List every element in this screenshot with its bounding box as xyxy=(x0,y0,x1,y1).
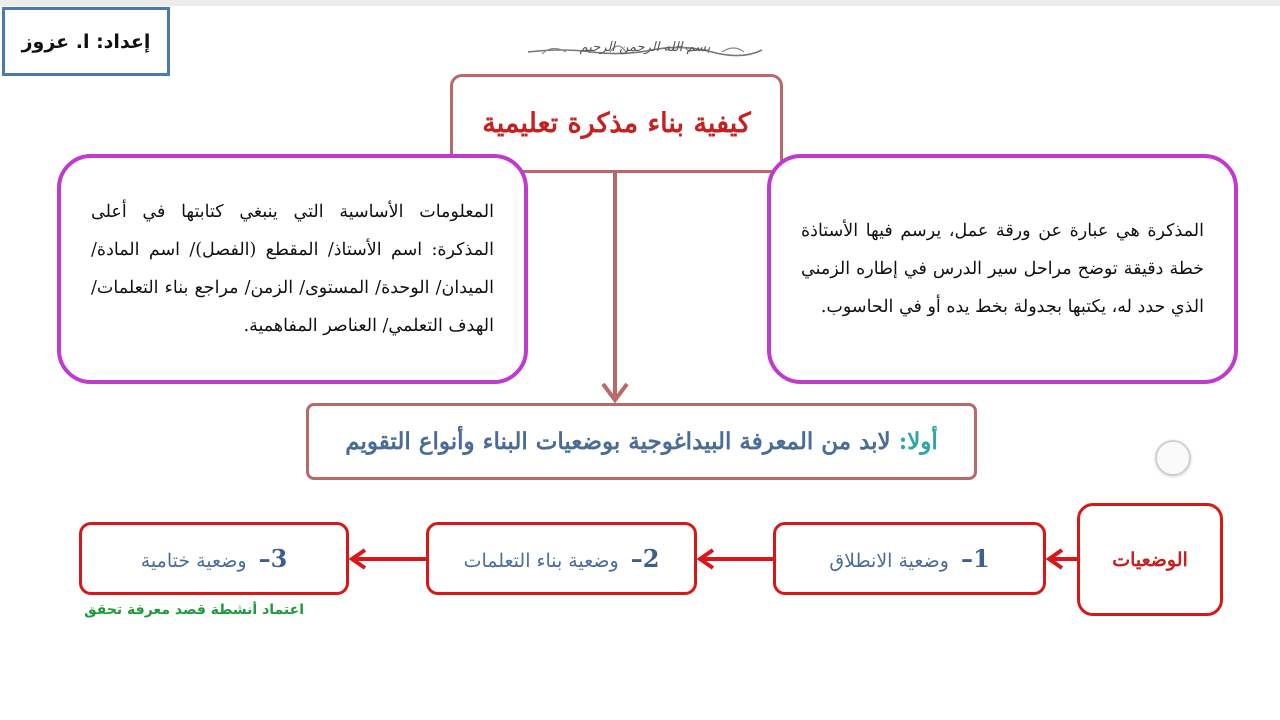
situation-1-box xyxy=(773,522,1046,595)
situations-box xyxy=(1077,503,1223,616)
basic-info-text: المعلومات الأساسية التي ينبغي كتابتها في أعلى المذكرة: اسم الأستاذ/ المقطع (الفصل)/ اسم المادة/ الميدان/ الوحدة/ المستوى/ الزمن/ مراجع بناء التعلمات/ الهدف التعلمي/ العناصر المفاهمية. xyxy=(91,202,494,336)
author-text: إعداد: ا. عزوز xyxy=(21,30,151,53)
closing-note: اعتماد أنشطة قصد معرفة تحقق xyxy=(84,602,304,618)
basmala-text: بسم الله الرحمن الرحيم xyxy=(579,39,711,55)
step-one-box xyxy=(306,403,977,480)
floating-circle-button[interactable] xyxy=(1155,440,1191,476)
situation-3-number: 3– xyxy=(258,544,288,573)
step-one-text: لابد من المعرفة البيداغوجية بوضعيات البناء وأنواع التقويم xyxy=(345,428,891,455)
main-title: كيفية بناء مذكرة تعليمية xyxy=(482,108,751,139)
blank-area xyxy=(0,619,1280,720)
situation-2-box xyxy=(426,522,697,595)
situation-2-number: 2– xyxy=(630,544,660,573)
step-one-lead: أولا: xyxy=(898,428,938,455)
situation-1-number: 1– xyxy=(960,544,990,573)
basic-info-box xyxy=(57,154,528,384)
situation-3-label: وضعية ختامية xyxy=(140,550,247,572)
definition-text: المذكرة هي عبارة عن ورقة عمل، يرسم فيها الأستاذة خطة دقيقة توضح مراحل سير الدرس في إطاره الزمني الذي حدد له، يكتبها بجدولة بخط يده أو في الحاسوب. xyxy=(801,221,1204,317)
situation-1-label: وضعية الانطلاق xyxy=(829,550,949,572)
definition-box xyxy=(767,154,1238,384)
situation-2-label: وضعية بناء التعلمات xyxy=(463,550,619,572)
situations-label: الوضعيات xyxy=(1112,548,1188,571)
situation-3-box xyxy=(79,522,349,595)
